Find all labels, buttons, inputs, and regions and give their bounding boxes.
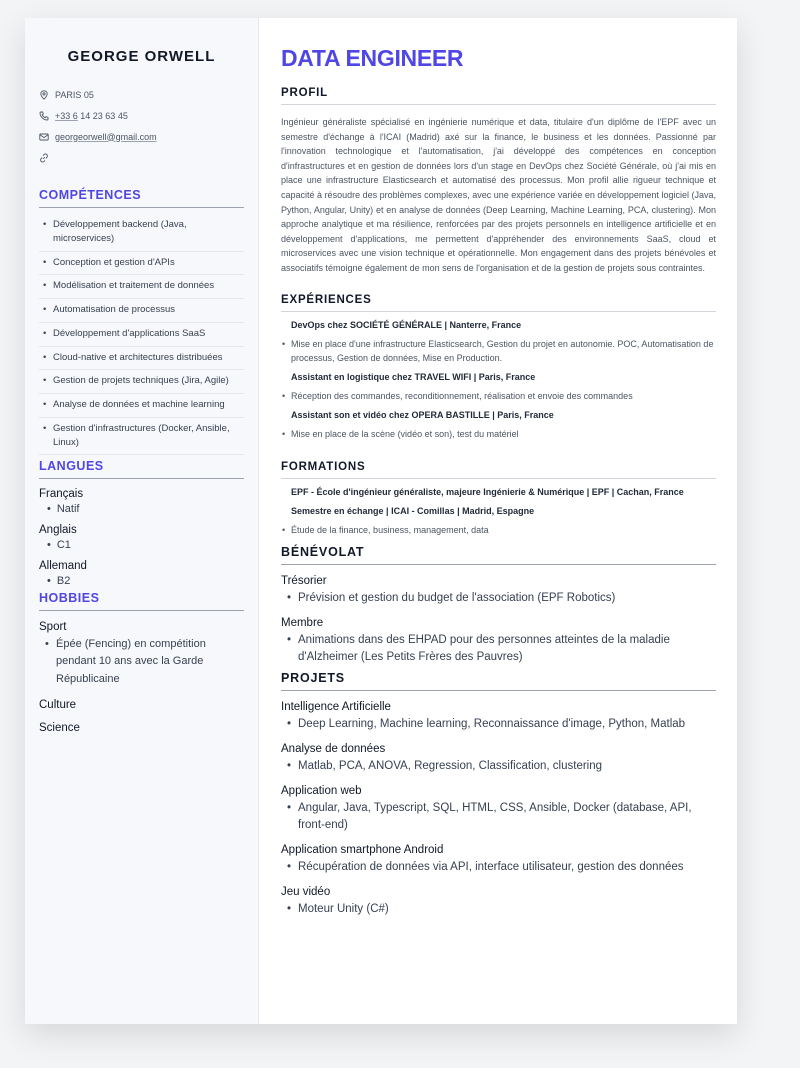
project-description: • Moteur Unity (C#) <box>281 901 716 918</box>
benevolat-heading: BÉNÉVOLAT <box>281 545 716 565</box>
language-level: • Natif <box>47 503 244 515</box>
experience-role: DevOps chez SOCIÉTÉ GÉNÉRALE | Nanterre, France <box>291 319 522 330</box>
formations-heading: FORMATIONS <box>281 461 716 479</box>
candidate-name: GEORGE ORWELL <box>67 48 216 65</box>
project-description: • Angular, Java, Typescript, SQL, HTML, CSS, Ansible, Docker (database, API, front-end) <box>281 800 716 834</box>
benevolat-description: • Animations dans des EHPAD pour des personnes atteintes de la maladie d'Alzheimer (Les Petits Frères des Pauvres) <box>281 632 716 666</box>
language-level: • B2 <box>47 575 244 587</box>
skill-item: • Cloud-native et architectures distribuées <box>39 347 244 371</box>
hobby-name: Sport <box>39 621 67 634</box>
phone-icon <box>39 111 49 121</box>
resume-page <box>25 18 737 1024</box>
benevolat-list <box>281 575 716 666</box>
skill-item: • Gestion d'infrastructures (Docker, Ansible, Linux) <box>39 418 244 456</box>
contact-block <box>39 84 244 168</box>
link-icon[interactable] <box>39 153 49 163</box>
benevolat-description: • Prévision et gestion du budget de l'association (EPF Robotics) <box>281 590 716 607</box>
skill-item: • Analyse de données et machine learning <box>39 394 244 418</box>
skill-item: • Automatisation de processus <box>39 299 244 323</box>
phone-number[interactable]: 14 23 63 45 <box>77 110 128 121</box>
email-link[interactable]: georgeorwell@gmail.com <box>55 131 157 142</box>
skill-item: • Gestion de projets techniques (Jira, Agile) <box>39 370 244 394</box>
phone-link[interactable] <box>55 111 128 121</box>
projets-list <box>281 701 716 918</box>
experience-description: • Réception des commandes, reconditionnement, réalisation et envoie des commandes <box>281 389 716 403</box>
profile-text: Ingénieur généraliste spécialisé en ingénierie numérique et data, titulaire d'un diplôme de l'EPF avec un semestre d'échange à l'ICAI (Madrid) axé sur la finance, le business et les données. Passionné par l'innovation technologique et l'automatisation, j'ai développé des compétences en conception d'infrastructures et en gestion de données lors d'un stage en DevOps chez Société Générale, où j'ai mis en place une infrastructure Elasticsearch et automatisé des processus. Mon profil allie rigueur technique et capacité à résoudre des problèmes complexes, avec une expérience variée en développement logiciel (Java, Python, Angular, Unity) et en analyse de données (Deep Learning, Machine Learning, PCA, clustering). Mon approche analytique et ma résilience, renforcées par des projets personnels en intelligence artificielle et en développement d'applications, me permettent d'appréhender des environnements SaaS, cloud et microservices avec une vision technique et opérationnelle. Mon engagement dans des projets bénévoles et associatifs témoigne également de mon sens de l'organisation et de la gestion de projets sous contraintes. <box>281 117 716 273</box>
experiences-heading: EXPÉRIENCES <box>281 294 716 312</box>
formation-title: Semestre en échange | ICAI - Comillas | Madrid, Espagne <box>291 505 535 516</box>
language-name: Anglais <box>39 524 77 537</box>
project-description: • Matlab, PCA, ANOVA, Regression, Classification, clustering <box>281 758 716 775</box>
formation-title: EPF - École d'ingénieur généraliste, majeure Ingénierie & Numérique | EPF | Cachan, France <box>291 486 684 497</box>
projets-heading: PROJETS <box>281 671 716 691</box>
project-name: Application smartphone Android <box>281 843 444 856</box>
location-text: PARIS 05 <box>55 89 94 100</box>
contact-location <box>39 84 244 105</box>
project-description: • Deep Learning, Machine learning, Reconnaissance d'image, Python, Matlab <box>281 716 716 733</box>
language-item <box>39 524 244 551</box>
experience-role: Assistant son et vidéo chez OPERA BASTILLE | Paris, France <box>291 409 554 420</box>
hobbies-heading: HOBBIES <box>39 591 244 611</box>
benevolat-role: Membre <box>281 616 324 629</box>
sidebar <box>25 18 259 1024</box>
languages-list <box>39 488 244 587</box>
contact-email[interactable] <box>39 126 244 147</box>
language-name: Allemand <box>39 560 87 573</box>
skill-item: • Développement d'applications SaaS <box>39 323 244 347</box>
formation-description: • Étude de la finance, business, management, data <box>281 523 716 537</box>
experience-description: • Mise en place de la scène (vidéo et son), test du matériel <box>281 427 716 441</box>
hobby-name: Culture <box>39 698 77 711</box>
language-name: Français <box>39 488 84 501</box>
languages-heading: LANGUES <box>39 459 244 479</box>
skill-item: • Développement backend (Java, microservices) <box>39 214 244 252</box>
phone-prefix[interactable]: +33 6 <box>55 110 78 121</box>
project-name: Application web <box>281 784 362 797</box>
job-title: DATA ENGINEER <box>281 45 464 71</box>
project-name: Intelligence Artificielle <box>281 700 391 713</box>
project-name: Analyse de données <box>281 742 386 755</box>
skills-list <box>39 214 244 455</box>
language-item <box>39 488 244 515</box>
location-pin-icon <box>39 90 49 100</box>
language-level: • C1 <box>47 539 244 551</box>
hobbies-list <box>39 621 244 733</box>
contact-website[interactable] <box>39 147 244 168</box>
hobby-name: Science <box>39 721 80 734</box>
main-content <box>259 18 737 1024</box>
experience-description: • Mise en place d'une infrastructure Elasticsearch, Gestion du projet en autonomie. POC, Automatisation de processus, Gestion de données, Mise en Production. <box>281 337 716 365</box>
experiences-list <box>281 320 716 441</box>
hobby-description: • Épée (Fencing) en compétition pendant 10 ans avec la Garde Républicaine <box>39 636 244 687</box>
profile-heading: PROFIL <box>281 87 716 105</box>
skill-item: • Modélisation et traitement de données <box>39 275 244 299</box>
skills-heading: COMPÉTENCES <box>39 188 244 208</box>
experience-role: Assistant en logistique chez TRAVEL WIFI | Paris, France <box>291 371 536 382</box>
formations-list <box>281 487 716 537</box>
project-description: • Récupération de données via API, interface utilisateur, gestion des données <box>281 859 716 876</box>
contact-phone[interactable] <box>39 105 244 126</box>
benevolat-role: Trésorier <box>281 574 327 587</box>
language-item <box>39 560 244 587</box>
project-name: Jeu vidéo <box>281 885 331 898</box>
mail-icon <box>39 132 49 142</box>
skill-item: • Conception et gestion d'APIs <box>39 252 244 276</box>
